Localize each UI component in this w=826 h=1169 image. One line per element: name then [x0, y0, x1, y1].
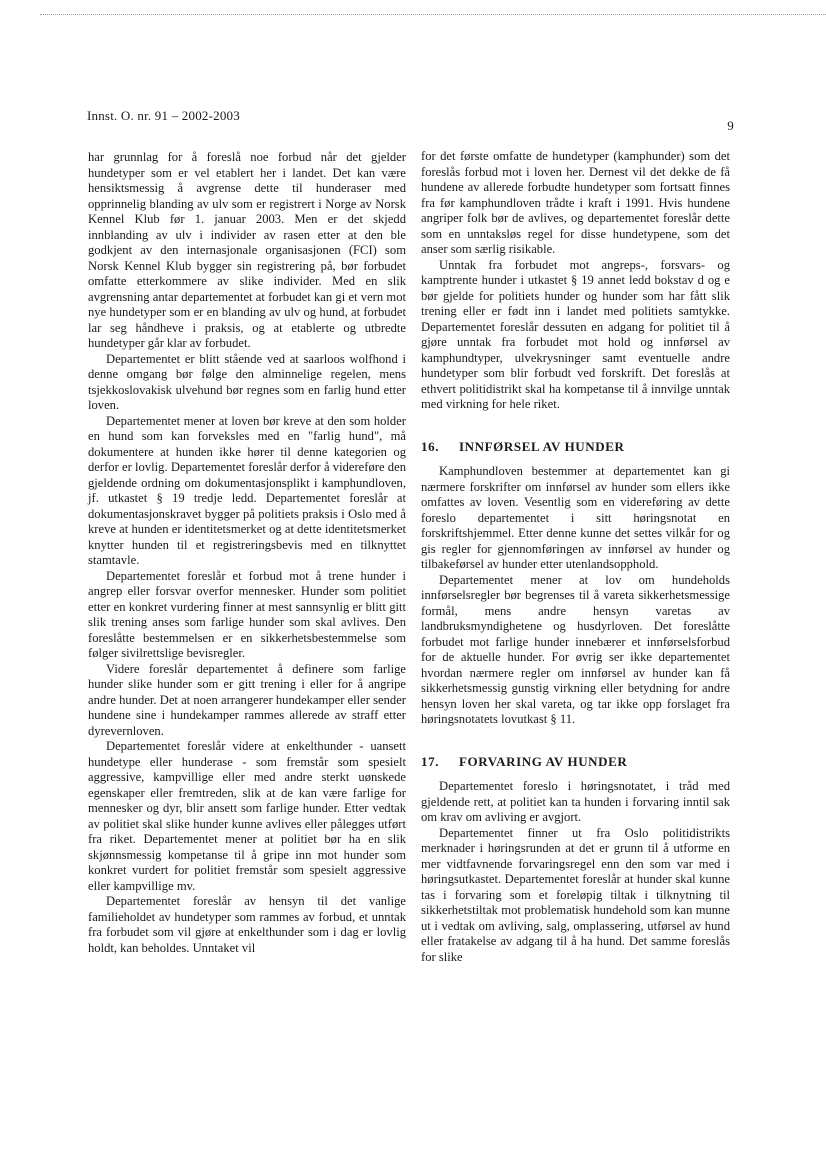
- paragraph: har grunnlag for å foreslå noe forbud når det gjelder hundetyper som er vel etablert her i landet. Det kan være hensiktsmessig å avgrense dette til hunderaser med opprinnelig blanding av ulv som er registrert i Norge av Norsk Kennel Klub før 1. januar 2003. Men er det skjedd innblanding av ulv i individer av rasen etter at den ble godkjent av den internasjonale organisasjonen (FCI) som Norsk Kennel Klub bygger sin registrering på, bør forbudet omfatte etterkommere av slike individer. Med en slik avgrensning antar departementet at forbudet kan gi et vern mot nye hundetyper som er en blanding av ulv og hund, at forbudet lar seg håndheve i praksis, og at etablerte og utbredte hundetyper går klar av forbudet.: [88, 150, 406, 350]
- paragraph: Departementet foreslår et forbud mot å trene hunder i angrep eller forsvar overfor mennesker. Hunder som politiet etter en konkret vurdering finner at mest sannsynlig er blitt gitt slik trening anses som farlige hunder som skal avlives. Den foreslåtte bestemmelsen er en sikkerhetsbestemmelse som følger sivilrettslige bevisregler.: [88, 568, 406, 660]
- paragraph: Departementet finner ut fra Oslo politidistrikts merknader i høringsrunden at det er grunn til å utforme en mer vidtfavnende forvaringsregel enn den som var med i høringsutkastet. Departementet foreslår at hunder skal kunne tas i forvaring som et foreløpig tiltak i tilknytning til sikkerhetstiltak mot problematisk hundehold som kan munne ut i vedtak om avliving, salg, omplassering, utførsel av hund eller fratakelse av adgang til å ha hund. Det samme foreslås for slike: [421, 825, 730, 964]
- section-number: 16.: [421, 438, 440, 454]
- paragraph: Departementet foreslår av hensyn til det vanlige familieholdet av hundetyper som rammes av forbud, et unntak fra forbudet som vil gjøre at enkelthunder som i dag er lovlig holdt, kan beholdes. Unntaket vil: [88, 894, 406, 955]
- paragraph: Departementet mener at lov om hundeholds innførselsregler bør begrenses til å vareta sikkerhetsmessige formål, mens andre hensyn varetas av landbruksmyndighetene og husdyrloven. Det foreslåtte forbudet mot farlige hunder innebærer et innførselsforbud for de aktuelle hunder. For øvrig ser ikke departementet hvordan nærmere regler om innførsel av hunder kan få sikkerhetsmessig gunstig virkning eller betydning for andre hensyn loven her skal vareta, og tar ikke opp forslaget fra høringsnotatets lovutkast § 11.: [421, 572, 730, 726]
- left-column: [88, 150, 406, 956]
- document-reference: Innst. O. nr. 91 – 2002-2003: [87, 108, 240, 123]
- paragraph: Departementet er blitt stående ved at saarloos wolfhond i denne omgang bør følge den alminnelige regelen, mens tsjekkoslovakisk ulvehund bør regnes som en farlig hund etter loven.: [88, 351, 406, 412]
- section-heading-16: [421, 439, 730, 455]
- paragraph: Kamphundloven bestemmer at departementet kan gi nærmere forskrifter om innførsel av hunder som ellers ikke omfattes av loven. Vesentlig som en videreføring av dette foreslo departementet i sitt høringsnotat en forskriftshjemmel. Etter denne kunne det settes vilkår for og gis regler for gjennomføringen av innførsel av hunder og tilbakeførsel av hunder etter utenlandsopphold.: [421, 464, 730, 571]
- paragraph: Departementet foreslår videre at enkelthunder - uansett hundetype eller hunderase - som fremstår som spesielt aggressive, kampvillige eller med andre sterkt uønskede egenskaper eller fremtreden, slik at de kan være farlige for mennesker og dyr, blir ansett som farlige hunder. Etter vedtak av politiet skal slike hunder kunne avlives eller pålegges utført fra riket. Departementet mener at politiet bør ha en slik skjønnsmessig kompetanse til å gripe inn mot hunder som konkret vurdert for politiet fremstår som spesielt aggressive eller kampvillige mv.: [88, 739, 406, 893]
- paragraph: Unntak fra forbudet mot angreps-, forsvars- og kamptrente hunder i utkastet § 19 annet ledd bokstav d og e bør gjelde for politiets hunder og hunder som har fått slik trening eller er født inn i landet med politiets samtykke. Departementet foreslår dessuten en adgang for politiet til å gjøre unntak fra forbudet mot hold og innførsel av kamphundtyper, ulvekrysninger samt eventuelle andre hundetyper som blir forbudt ved forskrift. Det foreslås at ethvert politidistrikt skal ha kompetanse til å innvilge unntak med virkning for hele riket.: [421, 257, 730, 411]
- section-heading-17: [421, 754, 730, 770]
- section-title: INNFØRSEL AV HUNDER: [459, 438, 625, 454]
- paragraph: Departementet mener at loven bør kreve at den som holder en hund som kan forveksles med en "farlig hund", må dokumentere at hunden ikke hører til denne kategorien og derfor er lovlig. Departementet foreslår derfor å videreføre den gjeldende ordning om dokumentasjonsplikt i kamphundloven, jf. utkastet § 19 tredje ledd. Departementet foreslår at dokumentasjonskravet bygger på politiets praksis i Oslo med å kreve at hunden er identitetsmerket og at dette identitetsmerket knytter hunden til et registreringsbevis med en tilknyttet stamtavle.: [88, 413, 406, 567]
- scan-edge-line: [40, 14, 826, 15]
- paragraph: Departementet foreslo i høringsnotatet, i tråd med gjeldende rett, at politiet kan ta hunden i forvaring inntil sak om krav om avliving er avgjort.: [421, 779, 730, 824]
- paragraph: Videre foreslår departementet å definere som farlige hunder slike hunder som er gitt trening i eller for å angripe andre hunder. Det at noen arrangerer hundekamper eller sender hundene sine i hundekamper rammes allerede av straff etter dyrevernloven.: [88, 661, 406, 738]
- page-header: [87, 108, 734, 133]
- section-title: FORVARING AV HUNDER: [459, 753, 628, 769]
- section-number: 17.: [421, 753, 440, 769]
- right-column: [421, 149, 730, 965]
- paragraph: for det første omfatte de hundetyper (kamphunder) som det foreslås forbud mot i loven her. Dernest vil det dekke de få hundene av allerede forbudte hundetyper som fortsatt finnes fra før kamphundloven trådte i kraft i 1991. Hvis hundene angriper folk bør de avlives, og departementet foreslår dette som en unntaksløs regel for disse hundetypene, som det anser som særlig risikable.: [421, 149, 730, 256]
- page-number: 9: [727, 118, 734, 133]
